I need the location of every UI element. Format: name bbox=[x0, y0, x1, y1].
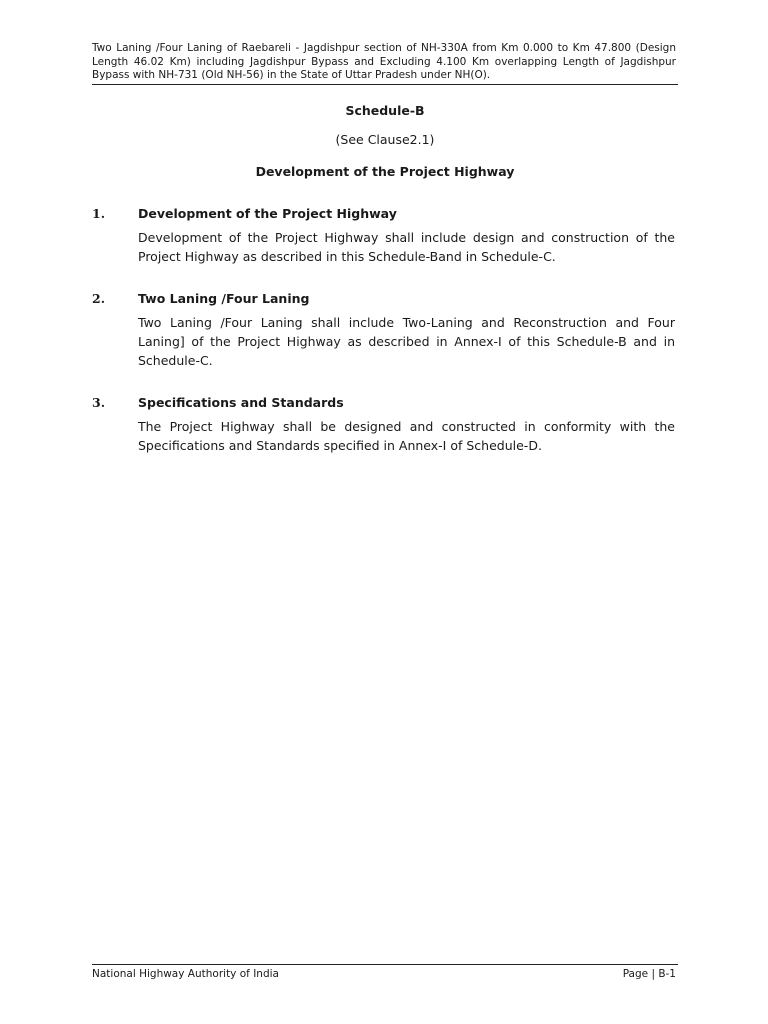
section-number: 2. bbox=[92, 291, 106, 306]
clause-reference: (See Clause2.1) bbox=[335, 132, 435, 147]
running-header: Two Laning /Four Laning of Raebareli - Jagdishpur section of NH-330A from Km 0.000 to Km 47.800 (Design Length 46.02 Km) including Jagdishpur Bypass and Excluding 4.100 Km overlapping Length of Jagdishpur Bypass with NH-731 (Old NH-56) in the State of Uttar Pradesh under NH(O). bbox=[92, 42, 676, 81]
page-number: Page | B-1 bbox=[622, 968, 676, 980]
footer-organization: National Highway Authority of India bbox=[92, 968, 279, 980]
section-body: The Project Highway shall be designed and constructed in conformity with the Specifications and Standards specified in Annex-I of Schedule-D. bbox=[138, 419, 675, 453]
footer-divider bbox=[92, 964, 678, 965]
document-title: Development of the Project Highway bbox=[255, 164, 515, 179]
section-heading: Specifications and Standards bbox=[138, 395, 344, 410]
section-number: 1. bbox=[92, 206, 106, 221]
section-body: Two Laning /Four Laning shall include Two-Laning and Reconstruction and Four Laning] of the Project Highway as described in Annex-I of this Schedule-B and in Schedule-C. bbox=[138, 315, 675, 368]
schedule-title: Schedule-B bbox=[345, 103, 425, 118]
section-body: Development of the Project Highway shall include design and construction of the Project Highway as described in this Schedule-Band in Schedule-C. bbox=[138, 230, 675, 264]
header-divider bbox=[92, 84, 678, 85]
section-number: 3. bbox=[92, 395, 106, 410]
section-heading: Two Laning /Four Laning bbox=[138, 291, 310, 306]
section-heading: Development of the Project Highway bbox=[138, 206, 397, 221]
